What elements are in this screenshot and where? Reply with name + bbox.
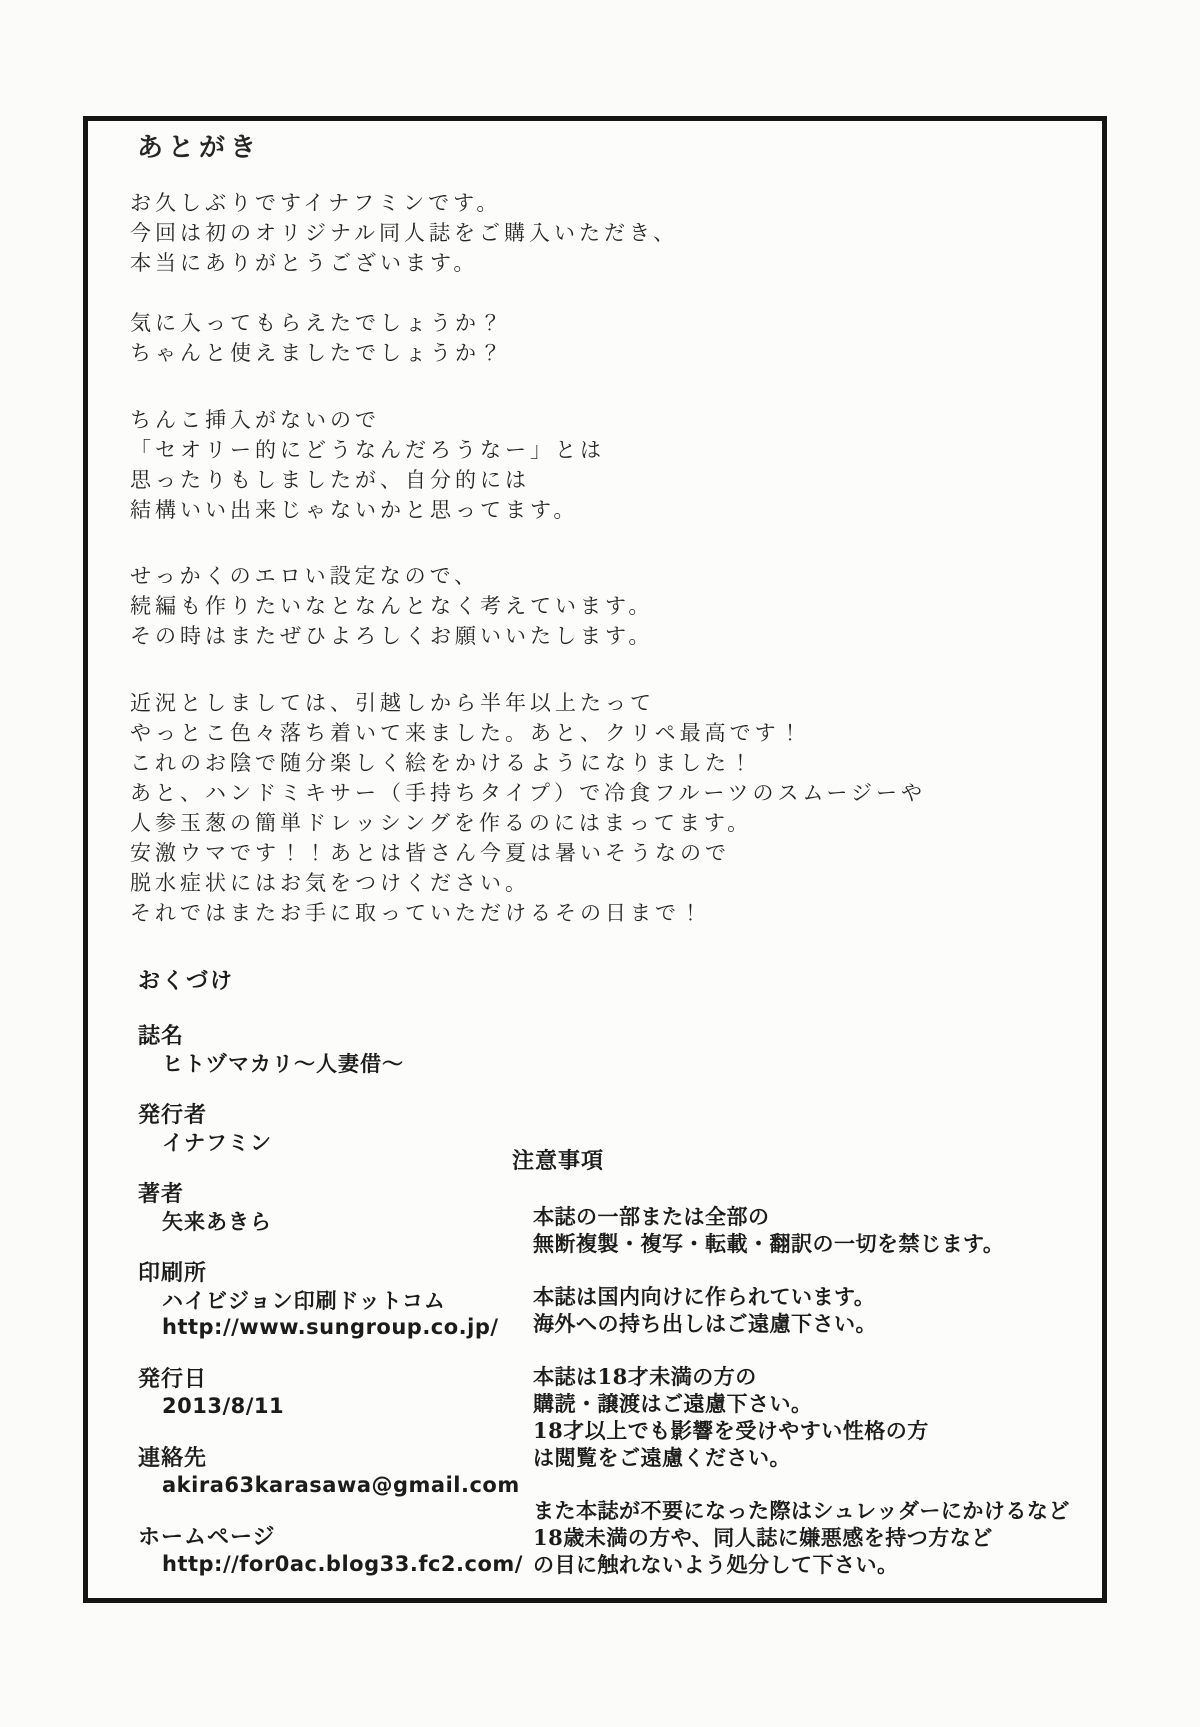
notice-line: は閲覧をご遠慮ください。	[533, 1445, 791, 1470]
afterword-line: 「セオリー的にどうなんだろうなー」とは	[130, 438, 605, 462]
notices-section	[512, 1148, 1102, 1604]
colophon-label: 発行日	[138, 1366, 208, 1392]
notice-paragraph-disposal	[512, 1497, 1102, 1578]
colophon-entry-publisher	[138, 1102, 498, 1156]
colophon-label: 誌名	[138, 1023, 185, 1049]
colophon-publish-date: 2013/8/11	[162, 1394, 285, 1418]
afterword-line: それではまたお手に取っていただけるその日まで！	[130, 901, 705, 925]
afterword-paragraph	[130, 308, 505, 368]
notice-line: の目に触れないよう処分して下さい。	[533, 1552, 899, 1577]
afterword-paragraph	[130, 405, 605, 525]
afterword-line: 脱水症状にはお気をつけください。	[130, 871, 530, 895]
afterword-line: せっかくのエロい設定なので、	[130, 564, 480, 588]
colophon-label: ホームページ	[138, 1524, 276, 1550]
notice-line: 購読・譲渡はご遠慮下さい。	[533, 1391, 813, 1416]
afterword-line: 続編も作りたいなとなんとなく考えています。	[130, 594, 654, 618]
page-border-frame	[83, 116, 1107, 1603]
afterword-paragraph	[130, 188, 678, 278]
afterword-line: ちんこ挿入がないので	[130, 408, 380, 432]
afterword-line: やっとこ色々落ち着いて来ました。あと、クリペ最高です！	[130, 721, 805, 745]
afterword-line: 今回は初のオリジナル同人誌をご購入いただき、	[130, 221, 679, 245]
afterword-line: あと、ハンドミキサー（手持ちタイプ）で冷食フルーツのスムージーや	[130, 781, 927, 805]
colophon-entry-publish-date	[138, 1366, 498, 1420]
afterword-line: お久しぶりですイナフミンです。	[130, 191, 502, 215]
colophon-entry-homepage	[138, 1524, 523, 1578]
colophon-homepage-url: http://for0ac.blog33.fc2.com/	[162, 1552, 523, 1576]
colophon-value: ヒトヅマカリ～人妻借～	[162, 1051, 404, 1076]
colophon-contact-email: akira63karasawa@gmail.com	[162, 1473, 520, 1497]
afterword-line: 思ったりもしましたが、自分的には	[130, 468, 530, 492]
notices-title: 注意事項	[512, 1148, 605, 1174]
afterword-line: 安激ウマです！！あとは皆さん今夏は暑いそうなので	[130, 841, 730, 865]
afterword-line: 人参玉葱の簡単ドレッシングを作るのにはまってます。	[130, 811, 753, 835]
colophon-label: 印刷所	[138, 1260, 208, 1286]
notice-paragraph-domestic	[512, 1283, 1102, 1337]
notice-line: 本誌は18才未満の方の	[533, 1364, 757, 1389]
afterword-line: 本当にありがとうございます。	[130, 251, 479, 275]
afterword-paragraph	[130, 688, 926, 928]
colophon-section	[138, 968, 523, 1603]
afterword-line: ちゃんと使えましたでしょうか？	[130, 341, 505, 365]
colophon-printer-url: http://www.sungroup.co.jp/	[162, 1315, 499, 1339]
notice-line: 無断複製・複写・転載・翻訳の一切を禁じます。	[533, 1231, 1005, 1256]
notice-line: また本誌が不要になった際はシュレッダーにかけるなど	[533, 1498, 1070, 1523]
colophon-entry-title	[138, 1023, 498, 1077]
afterword-line: 気に入ってもらえたでしょうか？	[130, 311, 505, 335]
afterword-line: 結構いい出来じゃないかと思ってます。	[130, 498, 579, 522]
colophon-entry-contact	[138, 1445, 520, 1499]
colophon-value: ハイビジョン印刷ドットコム	[162, 1288, 446, 1313]
colophon-label: 連絡先	[138, 1445, 208, 1471]
afterword-title: あとがき	[137, 133, 262, 163]
notice-paragraph-copyright	[512, 1203, 1102, 1257]
colophon-entry-author	[138, 1181, 498, 1235]
colophon-label: 著者	[138, 1181, 185, 1207]
notice-line: 海外への持ち出しはご遠慮下さい。	[533, 1311, 877, 1336]
afterword-line: 近況としましては、引越しから半年以上たって	[130, 691, 655, 715]
notice-line: 本誌は国内向けに作られています。	[533, 1284, 876, 1309]
notice-paragraph-age-restriction	[512, 1363, 1102, 1471]
colophon-title: おくづけ	[138, 968, 235, 994]
notice-line: 18歳未満の方や、同人誌に嫌悪感を持つ方など	[533, 1525, 993, 1550]
colophon-entry-printer	[138, 1260, 498, 1341]
colophon-label: 発行者	[138, 1102, 208, 1128]
notice-line: 本誌の一部または全部の	[533, 1204, 770, 1229]
afterword-line: これのお陰で随分楽しく絵をかけるようになりました！	[130, 751, 755, 775]
notice-line: 18才以上でも影響を受けやすい性格の方	[533, 1418, 929, 1443]
colophon-value: 矢来あきら	[162, 1209, 272, 1234]
afterword-paragraph	[130, 561, 653, 651]
colophon-value: イナフミン	[162, 1130, 272, 1155]
afterword-line: その時はまたぜひよろしくお願いいたします。	[130, 624, 654, 648]
